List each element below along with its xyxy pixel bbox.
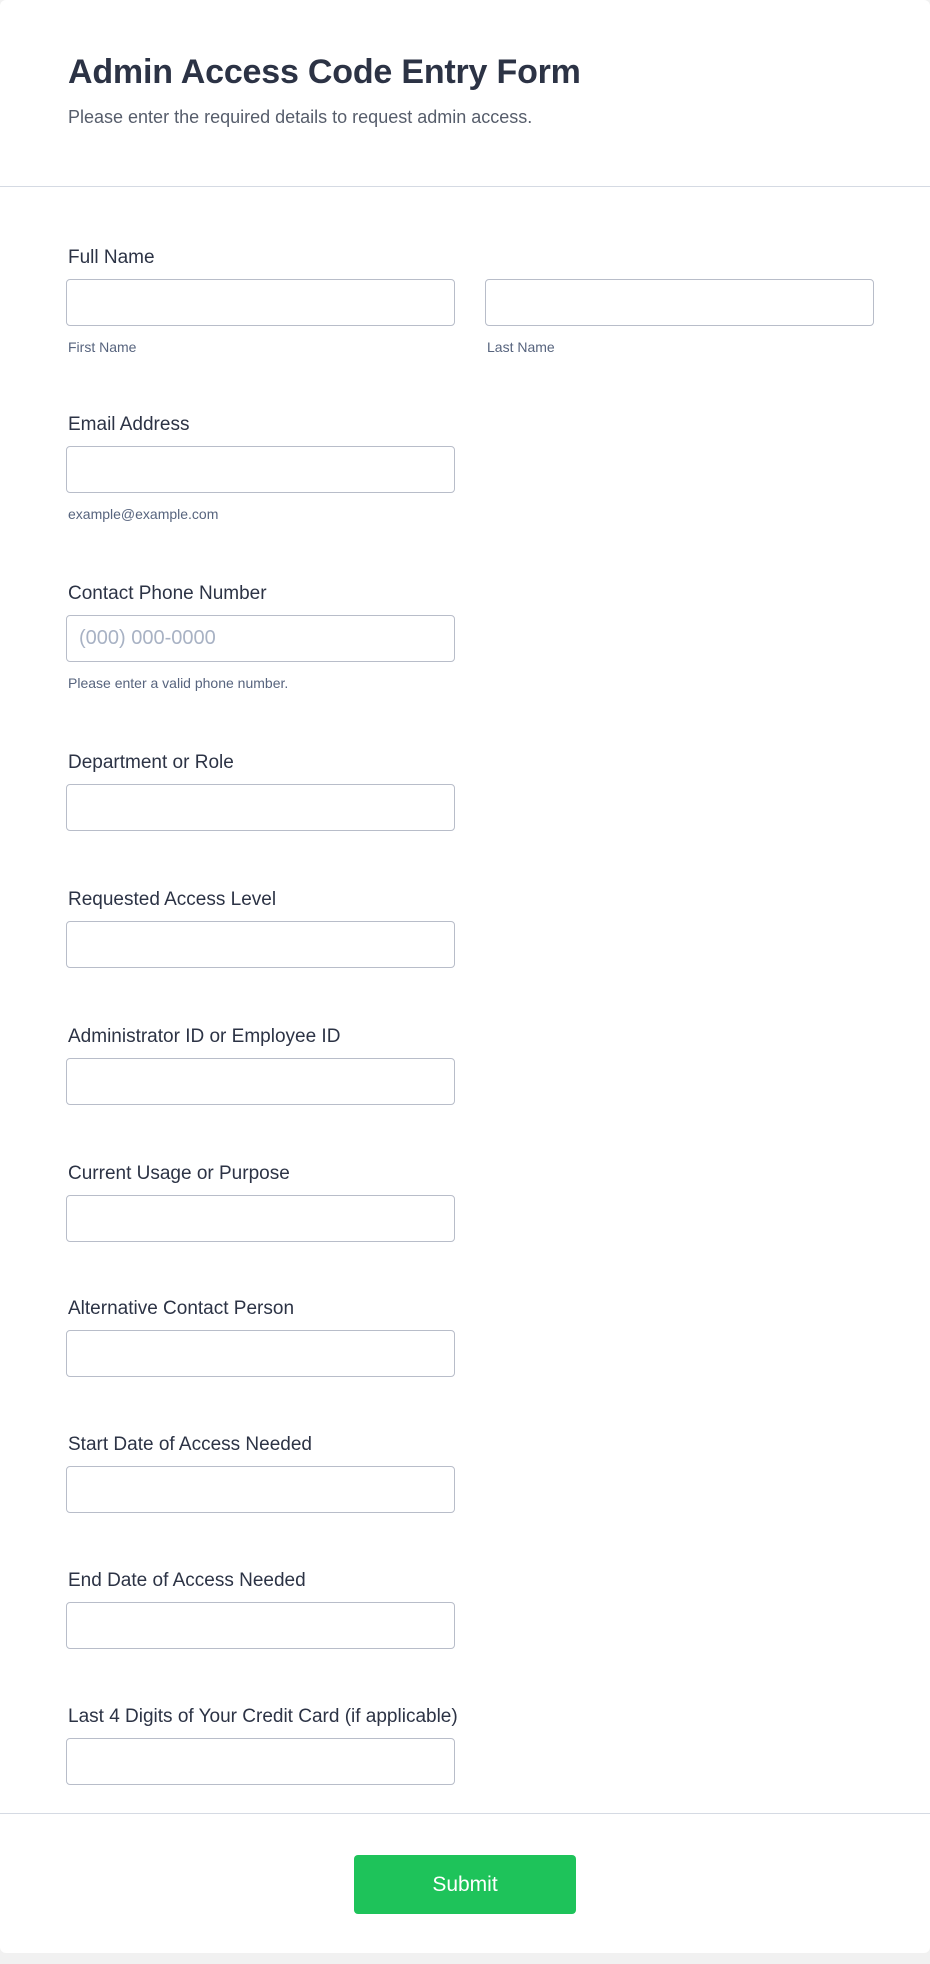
alt-contact-input-row — [66, 1330, 874, 1377]
field-access-level — [66, 887, 874, 968]
field-admin-id — [66, 1024, 874, 1105]
access-level-label: Requested Access Level — [68, 889, 277, 910]
field-usage — [66, 1161, 874, 1242]
department-input[interactable] — [66, 784, 455, 831]
access-level-input-row — [66, 921, 874, 968]
end-date-input-row — [66, 1602, 874, 1649]
email-label: Email Address — [68, 414, 190, 435]
first-name-sublabel: First Name — [68, 339, 137, 355]
field-cc-last4 — [66, 1704, 874, 1785]
admin-id-input[interactable] — [66, 1058, 455, 1105]
cc-last4-label: Last 4 Digits of Your Credit Card (if applicable) — [68, 1706, 458, 1727]
start-date-input-row — [66, 1466, 874, 1513]
field-department — [66, 750, 874, 831]
cc-last4-input-row — [66, 1738, 874, 1785]
end-date-input[interactable] — [66, 1602, 455, 1649]
end-date-label: End Date of Access Needed — [68, 1570, 306, 1591]
field-start-date — [66, 1432, 874, 1513]
email-sublabel-row — [66, 505, 874, 523]
start-date-input[interactable] — [66, 1466, 455, 1513]
form-header — [0, 0, 930, 187]
usage-input[interactable] — [66, 1195, 455, 1242]
phone-input-row — [66, 615, 874, 662]
submit-button[interactable]: Submit — [354, 1855, 576, 1914]
full-name-sublabels-row — [66, 338, 874, 356]
admin-id-input-row — [66, 1058, 874, 1105]
access-level-input[interactable] — [66, 921, 455, 968]
admin-id-label: Administrator ID or Employee ID — [68, 1026, 341, 1047]
department-label: Department or Role — [68, 752, 234, 773]
cc-last4-input[interactable] — [66, 1738, 455, 1785]
department-input-row — [66, 784, 874, 831]
phone-input[interactable] — [66, 615, 455, 662]
alt-contact-label: Alternative Contact Person — [68, 1298, 295, 1319]
page-title: Admin Access Code Entry Form — [68, 53, 581, 91]
phone-sublabel-row — [66, 674, 874, 692]
full-name-label: Full Name — [68, 247, 155, 268]
email-input-row — [66, 446, 874, 493]
phone-label: Contact Phone Number — [68, 583, 267, 604]
start-date-label: Start Date of Access Needed — [68, 1434, 312, 1455]
field-alt-contact — [66, 1296, 874, 1377]
email-sublabel: example@example.com — [68, 506, 219, 522]
alt-contact-input[interactable] — [66, 1330, 455, 1377]
last-name-input[interactable] — [485, 279, 874, 326]
field-end-date — [66, 1568, 874, 1649]
page-subtitle: Please enter the required details to request admin access. — [68, 107, 533, 127]
field-full-name — [66, 245, 874, 356]
form-body — [0, 245, 930, 1814]
usage-label: Current Usage or Purpose — [68, 1163, 290, 1184]
field-email — [66, 412, 874, 523]
first-name-input[interactable] — [66, 279, 455, 326]
phone-sublabel: Please enter a valid phone number. — [68, 675, 289, 691]
usage-input-row — [66, 1195, 874, 1242]
form-footer — [0, 1855, 930, 1953]
field-phone — [66, 581, 874, 692]
email-input[interactable] — [66, 446, 455, 493]
last-name-sublabel: Last Name — [487, 339, 555, 355]
full-name-inputs-row — [66, 279, 874, 326]
